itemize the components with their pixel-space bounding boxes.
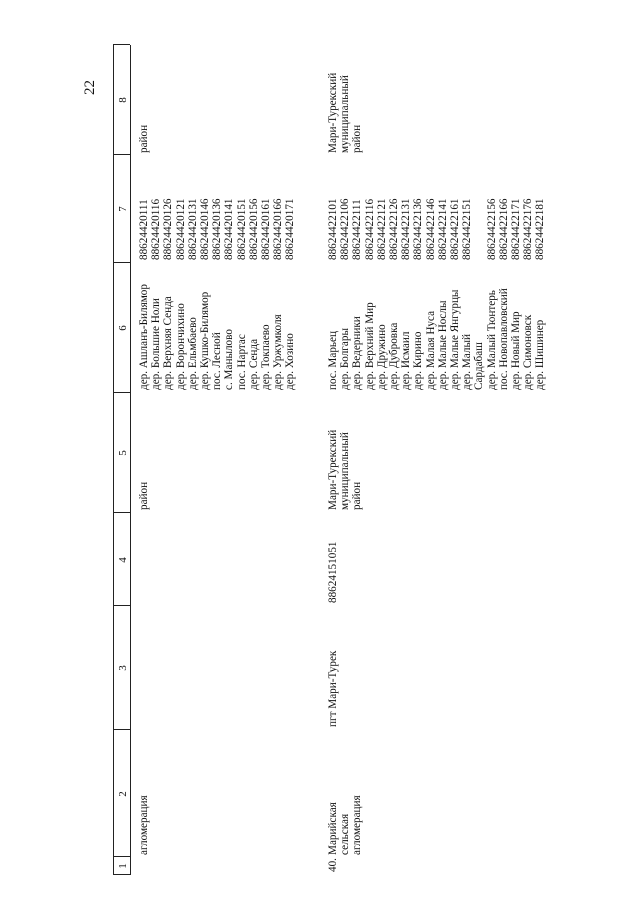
settlement-item: дер. Болгары <box>339 328 352 390</box>
oktmo-code: 88624422136 <box>412 198 425 260</box>
settlement-item: дер. Новый Мир <box>510 311 522 390</box>
oktmo-code: 88624422151 <box>461 198 474 260</box>
settlement-item: пос. Лесной <box>211 332 224 390</box>
cont-agglomeration-name: агломерация <box>138 795 150 855</box>
center-settlement: пгт Мари-Турек <box>327 650 339 727</box>
oktmo-code: 88624422156 <box>485 198 498 260</box>
oktmo-code: 88624420111 <box>138 199 150 260</box>
settlement-item: дер. Кирино <box>412 331 425 390</box>
settlement-item: дер. Уржумколя <box>272 314 285 390</box>
column-divider <box>113 729 130 730</box>
settlement-item: дер. Верхний Мир <box>363 302 376 390</box>
oktmo-code: 88624422111 <box>351 199 364 260</box>
center-code: 88624151051 <box>327 541 339 603</box>
column-number-2: 2 <box>117 791 129 797</box>
settlement-item: пос. Новопавловский <box>497 288 510 390</box>
settlement-item: дер. Большие Ноли <box>150 298 163 390</box>
column-number-4: 4 <box>117 557 129 563</box>
cont-municipality: район <box>138 481 150 510</box>
column-divider <box>113 154 130 155</box>
oktmo-code: 88624420151 <box>235 198 248 260</box>
column-number-1: 1 <box>117 863 129 869</box>
settlement-item: дер. Шишинер <box>534 319 547 390</box>
column-number-5: 5 <box>117 450 129 456</box>
oktmo-code: 88624422126 <box>388 198 400 260</box>
settlement-item: дер. Кушко-Билямор <box>199 291 211 390</box>
page-number: 22 <box>82 80 98 95</box>
settlement-item: дер. Ведерники <box>351 316 364 390</box>
oktmo-code: 88624420141 <box>223 198 236 260</box>
oktmo-code: 88624422121 <box>375 198 388 260</box>
table-header-rule <box>130 45 131 875</box>
oktmo-code: 88624422171 <box>510 198 522 260</box>
settlement-item: дер. Ворончихино <box>174 303 187 390</box>
column-divider <box>113 392 130 393</box>
settlement-item: дер. Исмаил <box>400 331 413 390</box>
settlement-item: дер. Малые Ноcлы <box>436 300 449 390</box>
table-right-rule <box>113 44 130 45</box>
municipality: Мари-Турекский муниципальный район <box>327 429 364 510</box>
oktmo-code: 88624422106 <box>339 198 352 260</box>
row-number: 40. <box>327 858 339 872</box>
column-divider <box>113 512 130 513</box>
oktmo-code: 88624420161 <box>260 198 272 260</box>
oktmo-code: 88624420171 <box>284 198 297 260</box>
agglomeration-name: Марийская сельская агломерация <box>327 795 364 855</box>
oktmo-code: 88624420116 <box>150 198 163 260</box>
settlement-item: с. Манылово <box>223 329 236 390</box>
oktmo-code: 88624422146 <box>424 198 437 260</box>
column-number-3: 3 <box>117 665 129 671</box>
settlement-item: дер. Верхняя Сенда <box>162 296 175 390</box>
oktmo-code: 88624420131 <box>186 198 199 260</box>
column-number-6: 6 <box>117 325 129 331</box>
oktmo-code: 88624422176 <box>522 198 535 260</box>
oktmo-code: 88624422141 <box>436 198 449 260</box>
oktmo-code: 88624422101 <box>327 198 339 260</box>
settlement-item: пос. Нартас <box>235 334 248 390</box>
settlement-item: дер. Хозино <box>284 333 297 390</box>
oktmo-code: 88624422166 <box>497 198 510 260</box>
settlement-item: дер. Малый Сардабаш <box>461 334 486 390</box>
cont-municipality-col8: район <box>138 124 150 153</box>
oktmo-code: 88624420166 <box>272 198 285 260</box>
column-number-8: 8 <box>117 97 129 103</box>
settlement-item: дер. Симоновск <box>522 314 535 390</box>
settlement-item: дер. Дружино <box>375 324 388 390</box>
oktmo-code: 88624422131 <box>400 198 413 260</box>
oktmo-code: 88624422116 <box>363 198 376 260</box>
oktmo-code: 88624420156 <box>247 198 260 260</box>
oktmo-code: 88624420136 <box>211 198 224 260</box>
column-number-7: 7 <box>117 206 129 212</box>
oktmo-code: 88624422181 <box>534 198 547 260</box>
column-divider <box>113 605 130 606</box>
column-divider <box>113 856 130 857</box>
oktmo-code: 88624422161 <box>449 198 461 260</box>
settlement-item: дер. Малые Янгурцы <box>449 289 461 390</box>
settlement-item: дер. Малая Нуса <box>424 310 437 390</box>
table-top-rule <box>113 45 114 875</box>
oktmo-code: 88624420146 <box>199 198 211 260</box>
municipality-col8: Мари-Турекский муниципальный район <box>327 72 364 153</box>
settlement-item: дер. Ашланъ-Билямор <box>138 284 150 390</box>
settlement-item: дер. Токпаево <box>260 324 272 390</box>
oktmo-code: 88624420121 <box>174 198 187 260</box>
settlement-item: дер. Сенда <box>247 338 260 390</box>
settlement-item: дер. Ельмбаево <box>186 317 199 390</box>
column-divider <box>113 262 130 263</box>
settlement-item: дер. Малый Тюнтерь <box>485 290 498 390</box>
settlement-item: дер. Дубровка <box>388 322 400 390</box>
settlement-item: пос. Марьец <box>327 331 339 390</box>
oktmo-code: 88624420126 <box>162 198 175 260</box>
table-left-rule <box>113 874 130 875</box>
